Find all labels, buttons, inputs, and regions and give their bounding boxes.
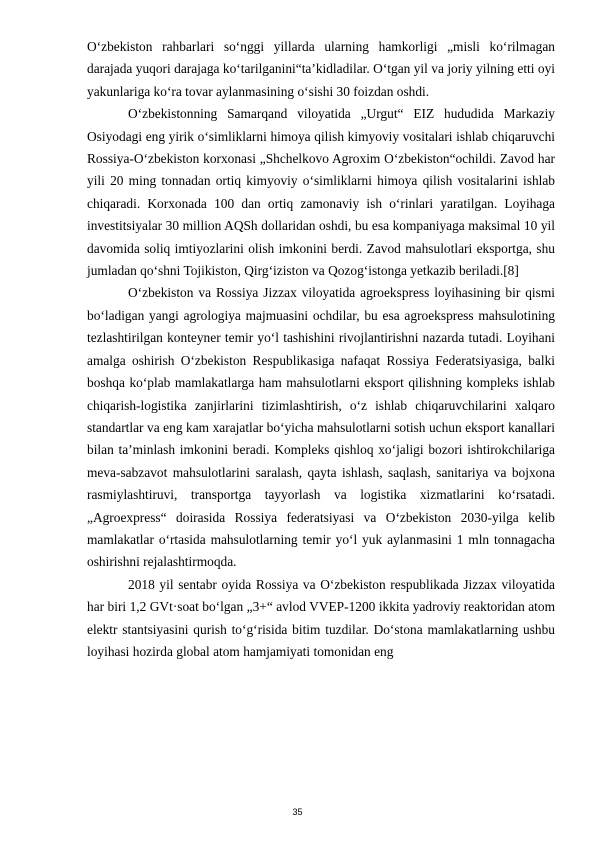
page-number: 35: [292, 807, 303, 817]
paragraph-2: O‘zbekistonning Samarqand viloyatida „Urgut“ EIZ hududida Markaziy Osiyodagi eng yirik o‘simliklarni himoya qilish kimyoviy vositalari ishlab chiqaruvchi Rossiya-O‘zbekiston korxonasi „Shchelkovo Agroxim O‘zbekiston“ochildi. Zavod har yili 20 ming tonnadan ortiq kimyoviy o‘simliklarni himoya qilish vositalarini ishlab chiqaradi. Korxonada 100 dan ortiq zamonaviy ish o‘rinlari yaratilgan. Loyihaga investitsiyalar 30 million AQSh dollaridan oshdi, bu esa kompaniyaga maksimal 10 yil davomida soliq imtiyozlarini olish imkonini berdi. Zavod mahsulotlari eksportga, shu jumladan qo‘shni Tojikiston, Qirg‘iziston va Qozog‘istonga yetkazib beriladi.[8]: [87, 106, 555, 279]
paragraph-1: O‘zbekiston rahbarlari so‘nggi yillarda ularning hamkorligi „misli ko‘rilmagan darajada yuqori darajaga ko‘tarilganini“ta’kidladilar. O‘tgan yil va joriy yilning etti oyi yakunlariga ko‘ra tovar aylanmasining o‘sishi 30 foizdan oshdi.: [87, 39, 555, 99]
body-text: [87, 36, 555, 663]
paragraph-4: 2018 yil sentabr oyida Rossiya va O‘zbekiston respublikada Jizzax viloyatida har biri 1,2 GVt·soat bo‘lgan „3+“ avlod VVEP-1200 ikkita yadroviy reaktoridan atom elektr stantsiyasini qurish to‘g‘risida bitim tuzdilar. Do‘stona mamlakatlarning ushbu loyihasi hozirda global atom hamjamiyati tomonidan eng: [87, 576, 555, 659]
paragraph-3: O‘zbekiston va Rossiya Jizzax viloyatida agroekspress loyihasining bir qismi bo‘ladigan yangi agrologiya majmuasini ochdilar, bu esa agroekspress mahsulotining tezlashtirilgan konteyner temir yo‘l tashishini rivojlantirishni nazarda tutadi. Loyihani amalga oshirish O‘zbekiston Respublikasiga nafaqat Rossiya Federatsiyasiga, balki boshqa ko‘plab mamlakatlarga ham mahsulotlarni eksport qilishning kompleks ishlab chiqarish-logistika zanjirlarini tizimlashtirish, o‘z ishlab chiqaruvchilarini xalqaro standartlar va eng kam xarajatlar bo‘yicha mahsulotlarni sotish uchun eksport kanallari bilan ta’minlash imkonini beradi. Kompleks qishloq xo‘jaligi bozori ishtirokchilariga meva-sabzavot mahsulotlarini saralash, qayta ishlash, saqlash, sanitariya va bojxona rasmiylashtiruvi, transportga tayyorlash va logistika xizmatlarini ko‘rsatadi. „Agroexpress“ doirasida Rossiya federatsiyasi va O‘zbekiston 2030-yilga kelib mamlakatlar o‘rtasida mahsulotlarning temir yo‘l yuk aylanmasini 1 mln tonnagacha oshirishni rejalashtirmoqda.: [87, 285, 555, 570]
